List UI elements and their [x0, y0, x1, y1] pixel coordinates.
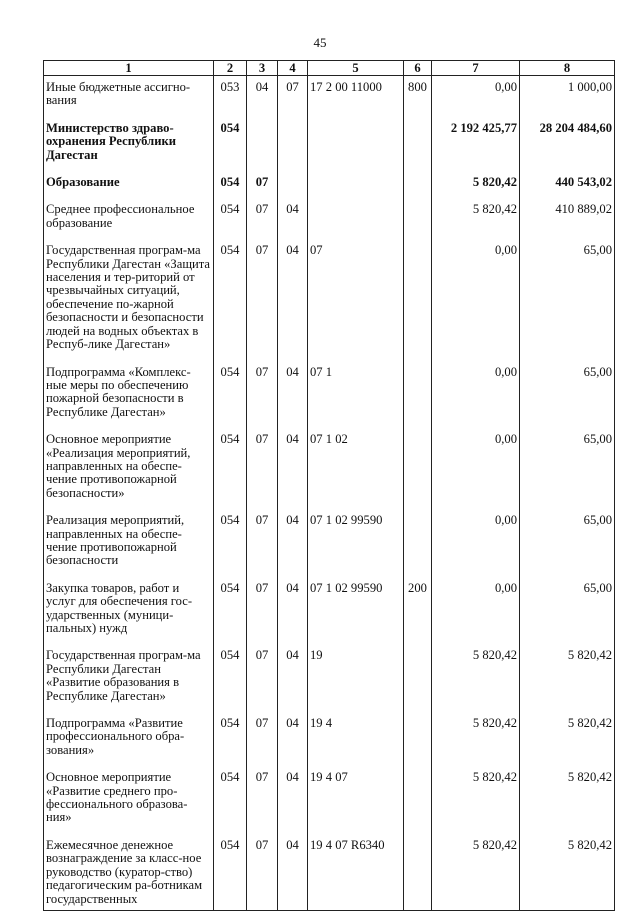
row-name-cell: Основное мероприятие «Реализация мероприятий, направленных на обеспе-чение противопожарной безопасности»	[44, 428, 214, 509]
row-total-cell: 65,00	[520, 239, 615, 360]
row-total-cell: 65,00	[520, 428, 615, 509]
row-col6-cell	[404, 239, 432, 360]
row-col2-cell: 054	[214, 834, 247, 911]
row-col6-cell	[404, 171, 432, 198]
row-col2-cell: 054	[214, 577, 247, 645]
table-row	[44, 198, 615, 239]
row-col3-cell: 07	[247, 644, 278, 712]
row-amount-cell: 0,00	[432, 428, 520, 509]
row-total-cell: 65,00	[520, 361, 615, 429]
row-name-cell: Государственная програм-ма Республики Дагестан «Развитие образования в Республике Дагестан»	[44, 644, 214, 712]
row-code-cell: 07 1 02 99590	[308, 509, 404, 577]
table-row	[44, 577, 615, 645]
table-row	[44, 76, 615, 117]
row-col2-cell: 053	[214, 76, 247, 117]
page-number: 45	[313, 35, 327, 50]
row-total-cell: 5 820,42	[520, 644, 615, 712]
row-col2-cell: 054	[214, 361, 247, 429]
row-col2-cell: 054	[214, 117, 247, 171]
row-col2-cell: 054	[214, 239, 247, 360]
row-col6-cell	[404, 509, 432, 577]
row-col3-cell: 07	[247, 361, 278, 429]
row-col3-cell: 07	[247, 577, 278, 645]
row-col3-cell: 07	[247, 509, 278, 577]
column-header: 8	[520, 61, 615, 76]
row-col2-cell: 054	[214, 712, 247, 766]
row-col6-cell	[404, 834, 432, 911]
row-amount-cell: 5 820,42	[432, 171, 520, 198]
row-col3-cell: 07	[247, 712, 278, 766]
row-col4-cell: 04	[278, 509, 308, 577]
row-name-cell: Среднее профессиональное образование	[44, 198, 214, 239]
table-row	[44, 834, 615, 911]
row-code-cell: 07 1 02 99590	[308, 577, 404, 645]
row-name-cell: Основное мероприятие «Развитие среднего про-фессионального образова-ния»	[44, 766, 214, 834]
row-total-cell: 5 820,42	[520, 712, 615, 766]
column-header: 5	[308, 61, 404, 76]
row-col4-cell	[278, 171, 308, 198]
row-name-cell: Реализация мероприятий, направленных на обеспе-чение противопожарной безопасности	[44, 509, 214, 577]
row-col4-cell: 07	[278, 76, 308, 117]
row-amount-cell: 0,00	[432, 76, 520, 117]
row-name-cell: Иные бюджетные ассигно-вания	[44, 76, 214, 117]
row-col2-cell: 054	[214, 509, 247, 577]
row-col2-cell: 054	[214, 171, 247, 198]
row-col4-cell: 04	[278, 239, 308, 360]
table-header-row	[44, 61, 615, 76]
row-code-cell	[308, 171, 404, 198]
row-code-cell: 07	[308, 239, 404, 360]
row-col3-cell	[247, 117, 278, 171]
row-col4-cell: 04	[278, 834, 308, 911]
row-amount-cell: 2 192 425,77	[432, 117, 520, 171]
row-total-cell: 440 543,02	[520, 171, 615, 198]
row-code-cell: 07 1	[308, 361, 404, 429]
row-col3-cell: 07	[247, 766, 278, 834]
row-amount-cell: 0,00	[432, 509, 520, 577]
row-name-cell: Закупка товаров, работ и услуг для обеспечения гос-ударственных (муници-пальных) нужд	[44, 577, 214, 645]
column-header: 4	[278, 61, 308, 76]
table-row	[44, 361, 615, 429]
row-total-cell: 5 820,42	[520, 766, 615, 834]
table-row	[44, 712, 615, 766]
row-code-cell: 19 4	[308, 712, 404, 766]
column-header: 7	[432, 61, 520, 76]
row-amount-cell: 0,00	[432, 577, 520, 645]
row-col6-cell	[404, 644, 432, 712]
table-row	[44, 239, 615, 360]
row-col2-cell: 054	[214, 428, 247, 509]
row-col6-cell	[404, 428, 432, 509]
row-col3-cell: 07	[247, 239, 278, 360]
row-name-cell: Ежемесячное денежное вознаграждение за класс-ное руководство (куратор-ство) педагогическим ра-ботникам государственных	[44, 834, 214, 911]
row-code-cell	[308, 117, 404, 171]
row-amount-cell: 5 820,42	[432, 766, 520, 834]
row-total-cell: 65,00	[520, 509, 615, 577]
row-col4-cell: 04	[278, 766, 308, 834]
row-col3-cell: 07	[247, 428, 278, 509]
table-row	[44, 644, 615, 712]
column-header: 3	[247, 61, 278, 76]
table-row	[44, 171, 615, 198]
row-col6-cell	[404, 766, 432, 834]
row-col4-cell: 04	[278, 712, 308, 766]
row-amount-cell: 5 820,42	[432, 198, 520, 239]
row-col6-cell: 800	[404, 76, 432, 117]
row-code-cell: 07 1 02	[308, 428, 404, 509]
row-col4-cell: 04	[278, 361, 308, 429]
budget-table	[43, 60, 615, 911]
row-code-cell: 17 2 00 11000	[308, 76, 404, 117]
table-row	[44, 428, 615, 509]
row-total-cell: 65,00	[520, 577, 615, 645]
table-body	[44, 76, 615, 911]
column-header: 6	[404, 61, 432, 76]
row-col6-cell: 200	[404, 577, 432, 645]
row-code-cell: 19 4 07 R6340	[308, 834, 404, 911]
table-row	[44, 766, 615, 834]
row-col3-cell: 07	[247, 171, 278, 198]
row-col6-cell	[404, 117, 432, 171]
table-row	[44, 117, 615, 171]
row-amount-cell: 5 820,42	[432, 834, 520, 911]
row-amount-cell: 5 820,42	[432, 712, 520, 766]
row-total-cell: 410 889,02	[520, 198, 615, 239]
row-col3-cell: 07	[247, 834, 278, 911]
column-header: 2	[214, 61, 247, 76]
row-col6-cell	[404, 198, 432, 239]
row-amount-cell: 0,00	[432, 361, 520, 429]
row-col3-cell: 07	[247, 198, 278, 239]
row-col4-cell	[278, 117, 308, 171]
row-amount-cell: 5 820,42	[432, 644, 520, 712]
row-col4-cell: 04	[278, 577, 308, 645]
row-name-cell: Подпрограмма «Комплекс-ные меры по обеспечению пожарной безопасности в Республике Дагестан»	[44, 361, 214, 429]
row-col6-cell	[404, 361, 432, 429]
column-header: 1	[44, 61, 214, 76]
row-code-cell	[308, 198, 404, 239]
row-col2-cell: 054	[214, 644, 247, 712]
row-col4-cell: 04	[278, 198, 308, 239]
row-total-cell: 5 820,42	[520, 834, 615, 911]
table-row	[44, 509, 615, 577]
row-total-cell: 1 000,00	[520, 76, 615, 117]
row-total-cell: 28 204 484,60	[520, 117, 615, 171]
row-code-cell: 19 4 07	[308, 766, 404, 834]
row-col2-cell: 054	[214, 198, 247, 239]
row-col4-cell: 04	[278, 428, 308, 509]
row-code-cell: 19	[308, 644, 404, 712]
row-col3-cell: 04	[247, 76, 278, 117]
row-col6-cell	[404, 712, 432, 766]
row-name-cell: Подпрограмма «Развитие профессионального обра-зования»	[44, 712, 214, 766]
row-name-cell: Государственная програм-ма Республики Дагестан «Защита населения и тер-риторий от чрезвычайных ситуаций, обеспечение по-жарной безопасности и безопасности людей на водных объектах в Респуб-лике Дагестан»	[44, 239, 214, 360]
row-col2-cell: 054	[214, 766, 247, 834]
row-col4-cell: 04	[278, 644, 308, 712]
row-amount-cell: 0,00	[432, 239, 520, 360]
row-name-cell: Образование	[44, 171, 214, 198]
row-name-cell: Министерство здраво-охранения Республики Дагестан	[44, 117, 214, 171]
